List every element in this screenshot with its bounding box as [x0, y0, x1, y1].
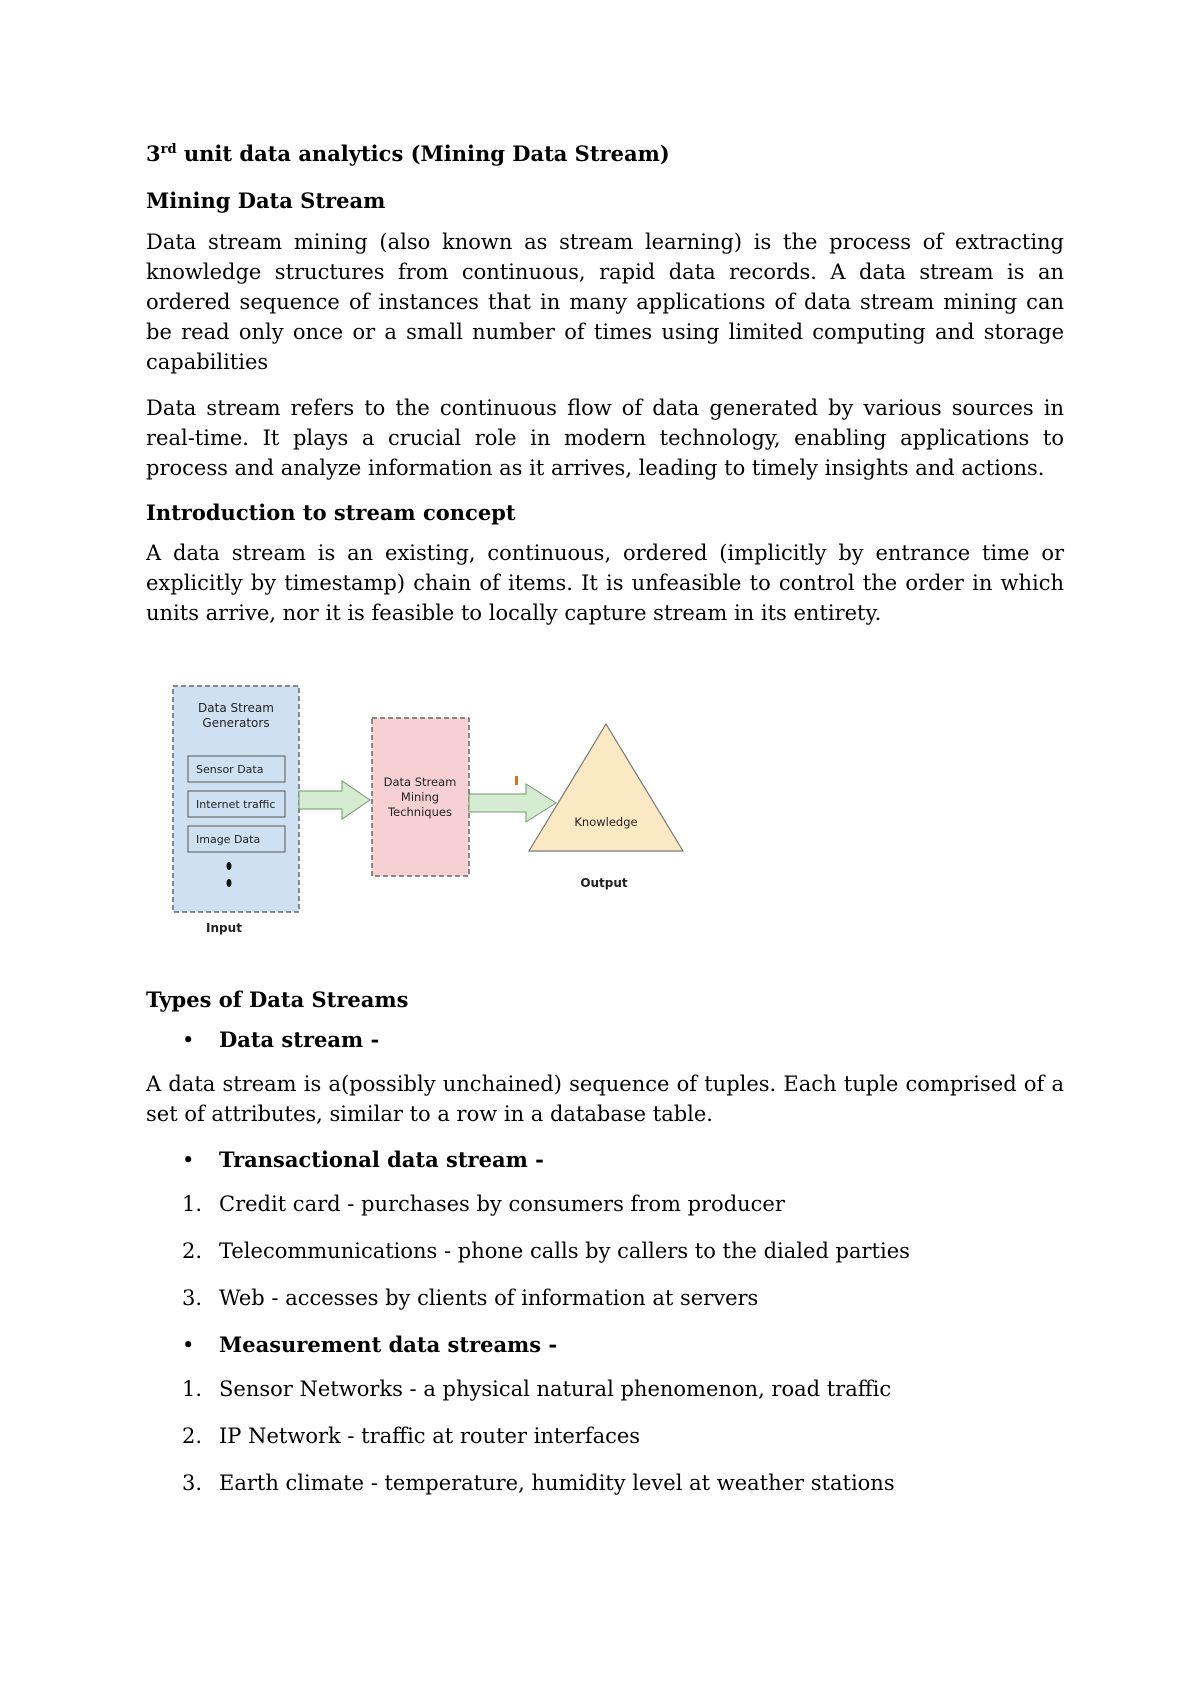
transactional-list — [146, 1189, 1064, 1313]
source-label-sensor: Sensor Data — [196, 762, 264, 776]
heading-types-of-data-streams: Types of Data Streams — [146, 986, 409, 1012]
list-item — [146, 1236, 1064, 1266]
ellipsis-dot-1 — [227, 862, 232, 870]
knowledge-label: Knowledge — [574, 814, 638, 829]
input-label: Input — [206, 920, 242, 935]
list-text: Earth climate - temperature, humidity level at weather stations — [219, 1471, 895, 1496]
list-item — [146, 1468, 1064, 1498]
mining-label-line3: Techniques — [388, 804, 452, 819]
title-prefix: 3 — [146, 141, 161, 166]
source-label-internet: Internet traffic — [196, 797, 276, 811]
generators-label-line1: Data Stream — [198, 700, 274, 715]
title-rest: unit data analytics (Mining Data Stream) — [176, 141, 670, 166]
list-number: 2. — [182, 1239, 203, 1264]
paragraph-stream-concept: A data stream is an existing, continuous, ordered (implicitly by entrance time or explicitly by timestamp) chain of items. It is unfeasible to control the order in which units arrive, nor it is feasible to locally capture stream in its entirety. — [146, 540, 1064, 625]
mining-label-line2: Mining — [400, 789, 440, 804]
list-number: 2. — [182, 1424, 203, 1449]
list-item — [146, 1421, 1064, 1451]
list-number: 3. — [182, 1471, 203, 1496]
list-text: Credit card - purchases by consumers from producer — [219, 1192, 785, 1217]
list-text: Telecommunications - phone calls by callers to the dialed parties — [219, 1239, 910, 1264]
list-item — [146, 1374, 1064, 1404]
bullet-measurement: • Measurement data streams - — [146, 1330, 1064, 1360]
paragraph-data-stream: Data stream refers to the continuous flow of data generated by various sources in real-time. It plays a crucial role in modern technology, enabling applications to process and analyze information as it arrives, leading to timely insights and actions. — [146, 395, 1064, 480]
bullet-list-transactional — [146, 1145, 1064, 1175]
stream-mining-diagram — [146, 668, 1064, 968]
arrow-mining-to-knowledge — [469, 784, 556, 822]
measurement-list — [146, 1374, 1064, 1498]
list-number: 1. — [182, 1377, 203, 1402]
list-text: Web - accesses by clients of information at servers — [219, 1286, 759, 1311]
output-label: Output — [580, 875, 628, 890]
list-number: 1. — [182, 1192, 203, 1217]
list-number: 3. — [182, 1286, 203, 1311]
document-page — [146, 140, 1064, 1515]
source-label-image: Image Data — [196, 832, 261, 846]
list-text: IP Network - traffic at router interfaces — [219, 1424, 641, 1449]
paragraph-definition: Data stream mining (also known as stream learning) is the process of extracting knowledge structures from continuous, rapid data records. A data stream is an ordered sequence of instances that in many applications of data stream mining can be read only once or a small number of times using limited computing and storage capabilities — [146, 229, 1064, 374]
title-superscript: rd — [160, 142, 177, 157]
bullet-list-measurement — [146, 1330, 1064, 1360]
generators-label-line2: Generators — [202, 715, 270, 730]
bullet-data-stream: • Data stream - — [146, 1025, 1064, 1055]
list-item — [146, 1189, 1064, 1219]
document-title — [146, 140, 1064, 167]
heading-intro-stream-concept: Introduction to stream concept — [146, 499, 516, 525]
ellipsis-dot-2 — [227, 879, 232, 887]
orange-marker — [515, 776, 518, 785]
bullet-transactional: • Transactional data stream - — [146, 1145, 1064, 1175]
mining-label-line1: Data Stream — [383, 774, 457, 789]
bullet-list-data-stream — [146, 1025, 1064, 1055]
paragraph-data-stream-tuples: A data stream is a(possibly unchained) sequence of tuples. Each tuple comprised of a set of attributes, similar to a row in a database table. — [146, 1072, 1064, 1127]
heading-mining-data-stream: Mining Data Stream — [146, 188, 386, 214]
knowledge-triangle — [529, 724, 683, 851]
arrow-input-to-mining — [299, 781, 370, 819]
list-text: Sensor Networks - a physical natural phenomenon, road traffic — [219, 1377, 892, 1402]
list-item — [146, 1283, 1064, 1313]
